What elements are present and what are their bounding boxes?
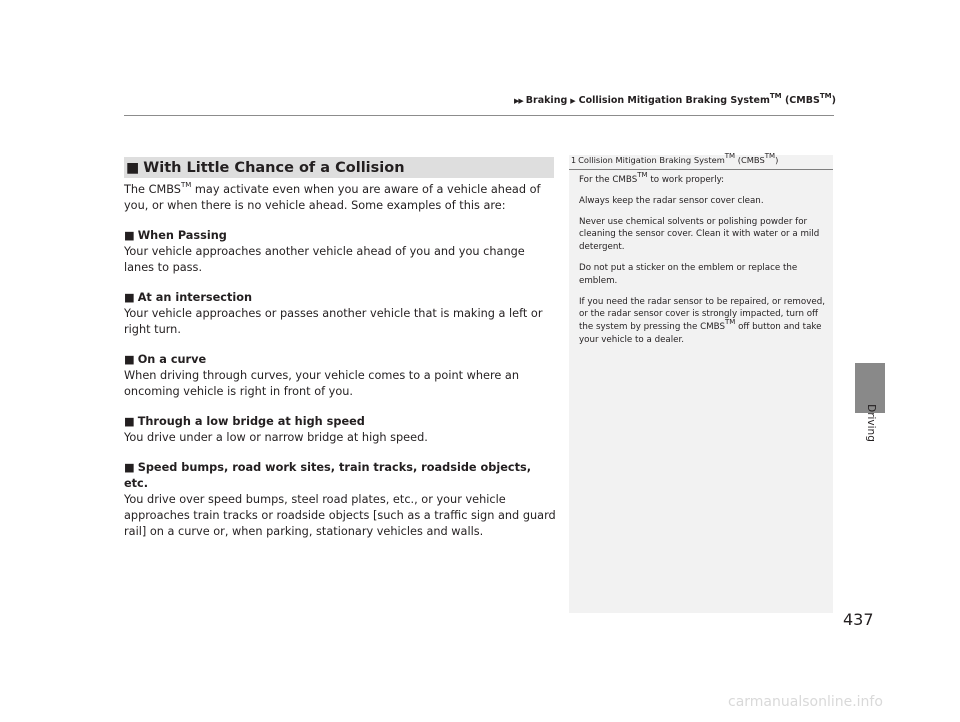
main-body <box>124 182 558 540</box>
subheading-curve: ■ On a curve <box>124 353 207 366</box>
breadcrumb-arrows-icon: ▶▶ <box>514 97 523 105</box>
breadcrumb <box>514 91 836 106</box>
chapter-label: Driving <box>865 404 877 442</box>
sidebar-paragraph: For the CMBS™ to work properly: <box>579 171 725 185</box>
sidebar-paragraph: If you need the radar sensor to be repaired, or removed, or the radar sensor cover is strongly impacted, turn off the system by pressing the CMBS™ off button and take your vehicle to a dealer. <box>579 296 825 345</box>
paragraph-curve: When driving through curves, your vehicle comes to a point where an oncoming vehicle is right in front of you. <box>124 369 520 398</box>
paragraph-low-bridge: You drive under a low or narrow bridge at high speed. <box>124 431 428 444</box>
bullet-square-icon: ■ <box>124 229 135 242</box>
sidebar-paragraph: Do not put a sticker on the emblem or replace the emblem. <box>579 262 798 286</box>
sidebar-divider <box>569 169 833 170</box>
header-divider <box>124 115 834 116</box>
bullet-square-icon: ■ <box>124 415 135 428</box>
section-header <box>124 157 554 178</box>
section-title: With Little Chance of a Collision <box>143 159 405 176</box>
bullet-square-icon: ■ <box>124 461 135 474</box>
sidebar-paragraph: Never use chemical solvents or polishing powder for cleaning the sensor cover. Clean it with water or a mild detergent. <box>579 216 820 253</box>
breadcrumb-item-braking[interactable]: Braking <box>525 95 568 106</box>
watermark: carmanualsonline.info <box>728 694 883 710</box>
paragraph-speed-bumps: You drive over speed bumps, steel road plates, etc., or your vehicle approaches train tracks or roadside objects [such as a traffic sign and guard rail] on a curve or, when parking, stationary vehicles and walls. <box>124 493 556 538</box>
section-square-icon: ■ <box>126 159 140 176</box>
subheading-speed-bumps: ■ Speed bumps, road work sites, train tracks, roadside objects, etc. <box>124 461 531 490</box>
bullet-square-icon: ■ <box>124 353 135 366</box>
subheading-low-bridge: ■ Through a low bridge at high speed <box>124 415 365 428</box>
paragraph-intersection: Your vehicle approaches or passes another vehicle that is making a left or right turn. <box>124 307 543 336</box>
sidebar-paragraph: Always keep the radar sensor cover clean. <box>579 195 764 206</box>
sidebar-body <box>579 171 829 355</box>
breadcrumb-item-cmbs[interactable]: Collision Mitigation Braking System™ (CMBS™) <box>578 91 836 106</box>
bullet-square-icon: ■ <box>124 291 135 304</box>
subheading-passing: ■ When Passing <box>124 229 227 242</box>
sidebar-title: 1 Collision Mitigation Braking System™ (CMBS™) <box>571 152 779 165</box>
paragraph-passing: Your vehicle approaches another vehicle ahead of you and you change lanes to pass. <box>124 245 525 274</box>
page-number: 437 <box>843 610 874 629</box>
breadcrumb-separator-icon: ▶ <box>570 97 576 105</box>
subheading-intersection: ■ At an intersection <box>124 291 253 304</box>
reference-mark-icon: 1 <box>571 156 577 165</box>
intro-paragraph: The CMBS™ may activate even when you are aware of a vehicle ahead of you, or when there is no vehicle ahead. Some examples of this are: <box>124 181 541 212</box>
